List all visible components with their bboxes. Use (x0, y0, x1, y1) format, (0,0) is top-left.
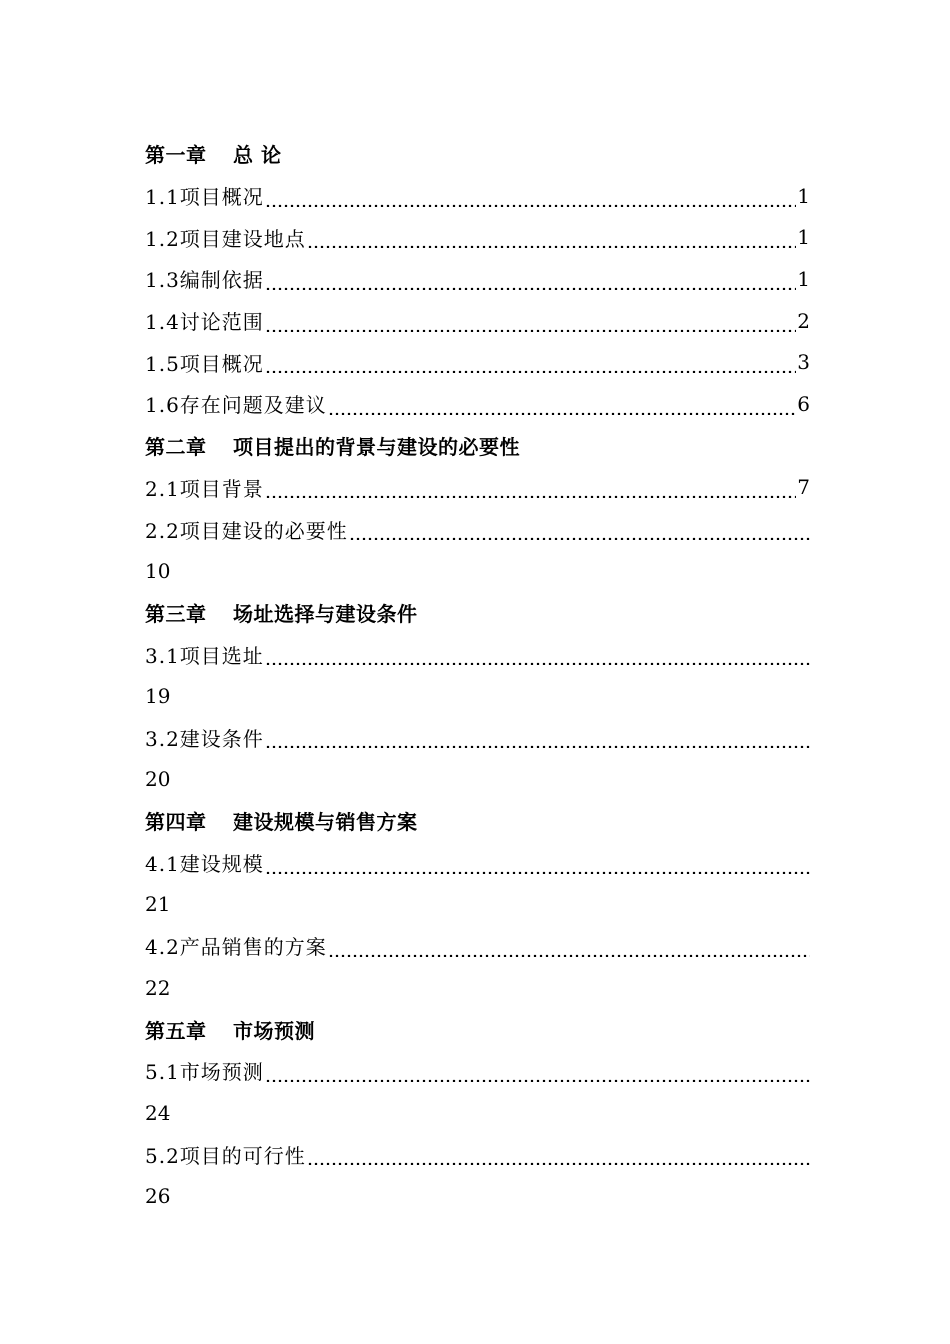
toc-entry[interactable] (145, 341, 810, 383)
toc-entry[interactable] (145, 383, 810, 425)
entry-page-number-continued: 24 (145, 1100, 171, 1125)
entry-page-number-continued: 10 (145, 558, 171, 583)
entry-page-number: 1 (797, 183, 810, 208)
entry-label: 3.2建设条件 (145, 726, 264, 751)
chapter-heading (145, 425, 810, 467)
dot-leader (307, 1143, 810, 1165)
chapter-heading (145, 592, 810, 634)
entry-label: 3.1项目选址 (145, 643, 264, 668)
entry-page-number-continued: 26 (145, 1184, 171, 1209)
chapter-title: 建设规模与销售方案 (233, 810, 418, 835)
toc-entry[interactable] (145, 842, 810, 884)
entry-label: 1.1项目概况 (145, 185, 264, 210)
entry-page-number-continued: 22 (145, 975, 171, 1000)
entry-label: 5.1市场预测 (145, 1060, 264, 1085)
chapter-number: 第一章 (145, 143, 207, 168)
dot-leader (265, 1060, 810, 1082)
entry-page-number-continued: 20 (145, 767, 171, 792)
entry-label: 1.5项目概况 (145, 351, 264, 376)
dot-leader (265, 476, 796, 498)
entry-page-number: 2 (797, 308, 810, 333)
dot-leader (265, 726, 810, 748)
toc-entry[interactable] (145, 1134, 810, 1176)
dot-leader (307, 226, 796, 248)
entry-page-number: 1 (797, 266, 810, 291)
dot-leader (265, 310, 796, 332)
dot-leader (265, 643, 810, 665)
chapter-number: 第五章 (145, 1018, 207, 1043)
entry-label: 1.2项目建设地点 (145, 226, 306, 251)
chapter-heading (145, 133, 810, 175)
chapter-number: 第二章 (145, 435, 207, 460)
dot-leader (328, 935, 810, 957)
entry-label: 2.2项目建设的必要性 (145, 518, 348, 543)
chapter-title: 项目提出的背景与建设的必要性 (233, 435, 520, 460)
entry-page-number: 1 (797, 225, 810, 250)
table-of-contents (145, 133, 810, 1217)
entry-label: 1.4讨论范围 (145, 310, 264, 335)
toc-entry[interactable] (145, 633, 810, 675)
dot-leader (265, 351, 796, 373)
entry-label: 5.2项目的可行性 (145, 1143, 306, 1168)
toc-entry[interactable] (145, 467, 810, 509)
dot-leader (349, 518, 810, 540)
entry-label: 1.6存在问题及建议 (145, 393, 327, 418)
entry-label: 4.1建设规模 (145, 852, 264, 877)
entry-page-number: 7 (797, 475, 810, 500)
entry-page-number-continued: 21 (145, 892, 171, 917)
chapter-number: 第四章 (145, 810, 207, 835)
entry-label: 1.3编制依据 (145, 268, 264, 293)
entry-label: 2.1项目背景 (145, 476, 264, 501)
entry-page-number-continued: 19 (145, 683, 171, 708)
chapter-title: 总 论 (233, 143, 282, 168)
chapter-number: 第三章 (145, 601, 207, 626)
entry-label: 4.2产品销售的方案 (145, 935, 327, 960)
chapter-heading (145, 800, 810, 842)
toc-entry[interactable] (145, 258, 810, 300)
dot-leader (265, 185, 796, 207)
toc-entry[interactable] (145, 1050, 810, 1092)
dot-leader (265, 268, 796, 290)
toc-entry[interactable] (145, 925, 810, 967)
toc-entry[interactable] (145, 216, 810, 258)
toc-entry[interactable] (145, 717, 810, 759)
dot-leader (328, 393, 796, 415)
chapter-title: 场址选择与建设条件 (233, 601, 418, 626)
toc-entry[interactable] (145, 175, 810, 217)
toc-entry[interactable] (145, 300, 810, 342)
dot-leader (265, 852, 810, 874)
entry-page-number: 6 (797, 391, 810, 416)
entry-page-number: 3 (797, 350, 810, 375)
toc-entry[interactable] (145, 508, 810, 550)
chapter-heading (145, 1008, 810, 1050)
chapter-title: 市场预测 (233, 1018, 315, 1043)
